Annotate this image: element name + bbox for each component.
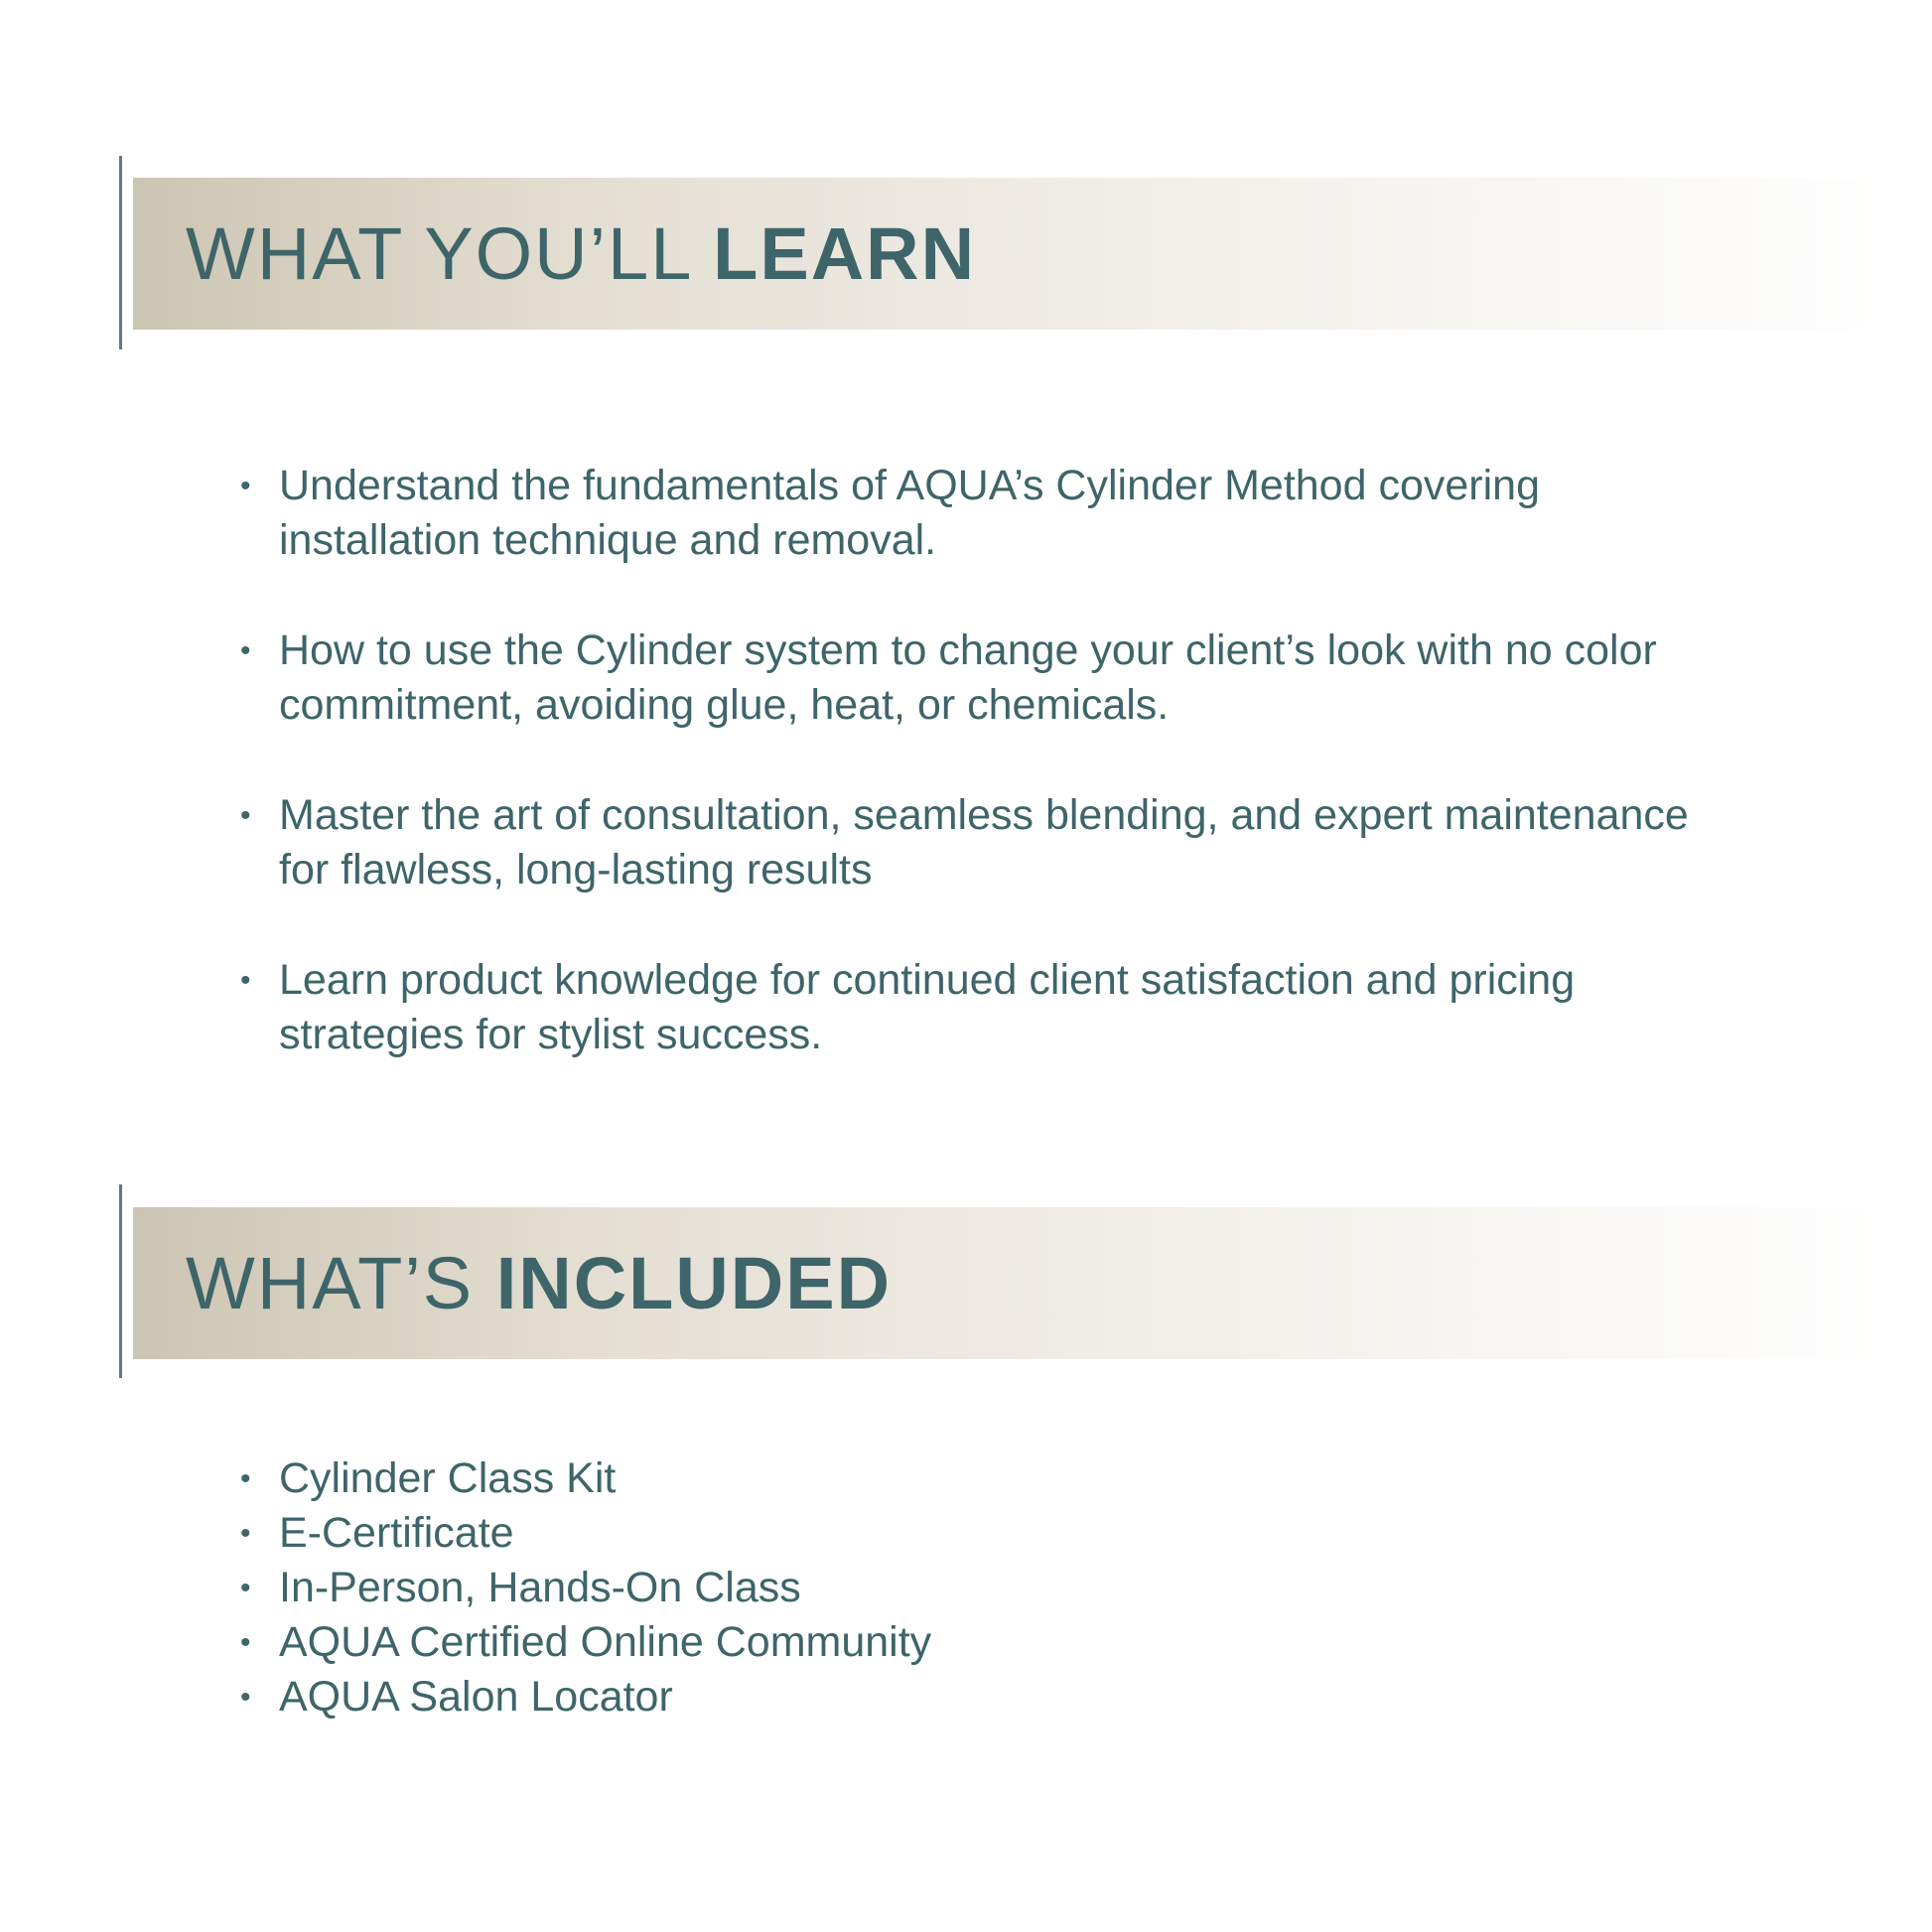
list-item-text: In-Person, Hands-On Class [279, 1564, 801, 1611]
bullet-icon: • [240, 799, 251, 832]
bullet-icon: • [240, 964, 251, 997]
list-item [240, 953, 1738, 1062]
list-item [240, 459, 1738, 568]
bullet-icon: • [240, 1572, 251, 1604]
included-list [0, 1451, 931, 1725]
list-item-text: Master the art of consultation, seamless blending, and expert maintenance for flawless, long-lasting results [279, 791, 1689, 894]
learn-list [0, 459, 1738, 1118]
learn-section-title [186, 212, 977, 295]
list-item-text: AQUA Certified Online Community [279, 1618, 932, 1666]
list-item-text: AQUA Salon Locator [279, 1673, 673, 1721]
bullet-icon: • [240, 1681, 251, 1714]
included-section-accent-rule [119, 1184, 122, 1378]
included-section-header [133, 1207, 1932, 1359]
included-section-title [186, 1242, 893, 1324]
bullet-icon: • [240, 634, 251, 667]
list-item [240, 1506, 931, 1561]
learn-section-accent-rule [119, 156, 122, 349]
included-title-bold: INCLUDED [495, 1242, 893, 1324]
bullet-icon: • [240, 1626, 251, 1659]
list-item [240, 1670, 931, 1725]
learn-title-light: WHAT YOU’LL [186, 212, 714, 295]
list-item [240, 1451, 931, 1506]
list-item [240, 788, 1738, 897]
list-item [240, 623, 1738, 733]
list-item-text: How to use the Cylinder system to change your client’s look with no color commitment, avoiding glue, heat, or chemicals. [279, 626, 1657, 729]
list-item [240, 1615, 932, 1670]
learn-section-header [133, 178, 1932, 330]
bullet-icon: • [240, 1517, 251, 1550]
list-item [240, 1561, 931, 1615]
list-item-text: Learn product knowledge for continued client satisfaction and pricing strategies for stylist success. [279, 956, 1576, 1058]
list-item-text: Understand the fundamentals of AQUA’s Cylinder Method covering installation technique and removal. [279, 462, 1540, 564]
list-item-text: Cylinder Class Kit [279, 1454, 617, 1502]
bullet-icon: • [240, 470, 251, 502]
bullet-icon: • [240, 1462, 251, 1495]
learn-title-bold: LEARN [713, 212, 977, 295]
included-title-light: WHAT’S [186, 1242, 496, 1324]
list-item-text: E-Certificate [279, 1509, 514, 1557]
